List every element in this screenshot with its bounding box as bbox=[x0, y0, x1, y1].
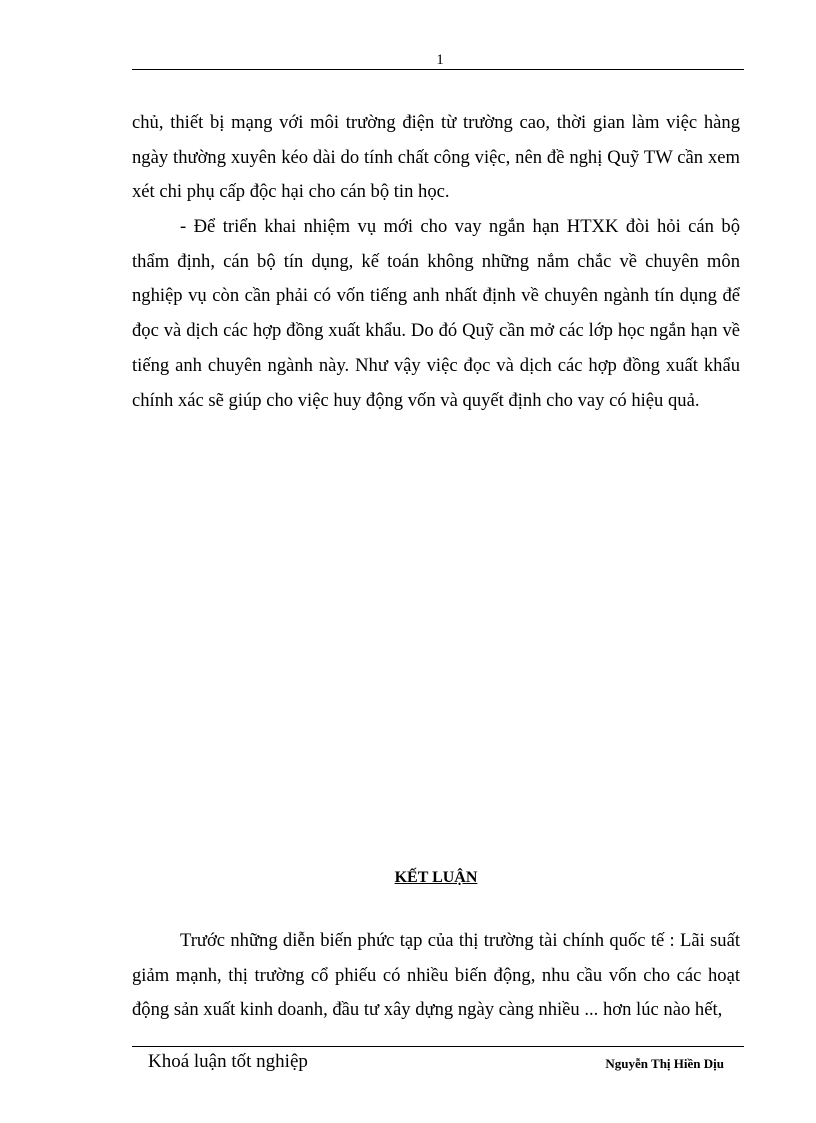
footer-document-type: Khoá luận tốt nghiệp bbox=[148, 1051, 308, 1072]
footer-rule bbox=[132, 1046, 744, 1047]
body-paragraph-1: chủ, thiết bị mạng với môi trường điện từ trường cao, thời gian làm việc hàng ngày thường xuyên kéo dài do tính chất công việc, nên đề nghị Quỹ TW cần xem xét chi phụ cấp độc hại cho cán bộ tin học. bbox=[132, 112, 740, 203]
body-paragraph-3: Trước những diễn biến phức tạp của thị trường tài chính quốc tế : Lãi suất giảm mạnh, thị trường cổ phiếu có nhiều biến động, nhu cầu vốn cho các hoạt động sản xuất kinh doanh, đầu tư xây dựng ngày càng nhiều ... hơn lúc nào hết, bbox=[132, 930, 740, 1021]
section-heading: KẾT LUẬN bbox=[394, 869, 478, 886]
page-number: 1 bbox=[436, 52, 444, 68]
body-paragraph-2: - Để triển khai nhiệm vụ mới cho vay ngắn hạn HTXK đòi hỏi cán bộ thẩm định, cán bộ tín dụng, kế toán không những nắm chắc về chuyên môn nghiệp vụ còn cần phải có vốn tiếng anh nhất định về chuyên ngành tín dụng để đọc và dịch các hợp đồng xuất khẩu. Do đó Quỹ cần mở các lớp học ngắn hạn về tiếng anh chuyên ngành này. Như vậy việc đọc và dịch các hợp đồng xuất khẩu chính xác sẽ giúp cho việc huy động vốn và quyết định cho vay có hiệu quả. bbox=[132, 216, 740, 411]
footer-author: Nguyễn Thị Hiền Dịu bbox=[605, 1056, 724, 1071]
header-rule bbox=[132, 69, 744, 70]
